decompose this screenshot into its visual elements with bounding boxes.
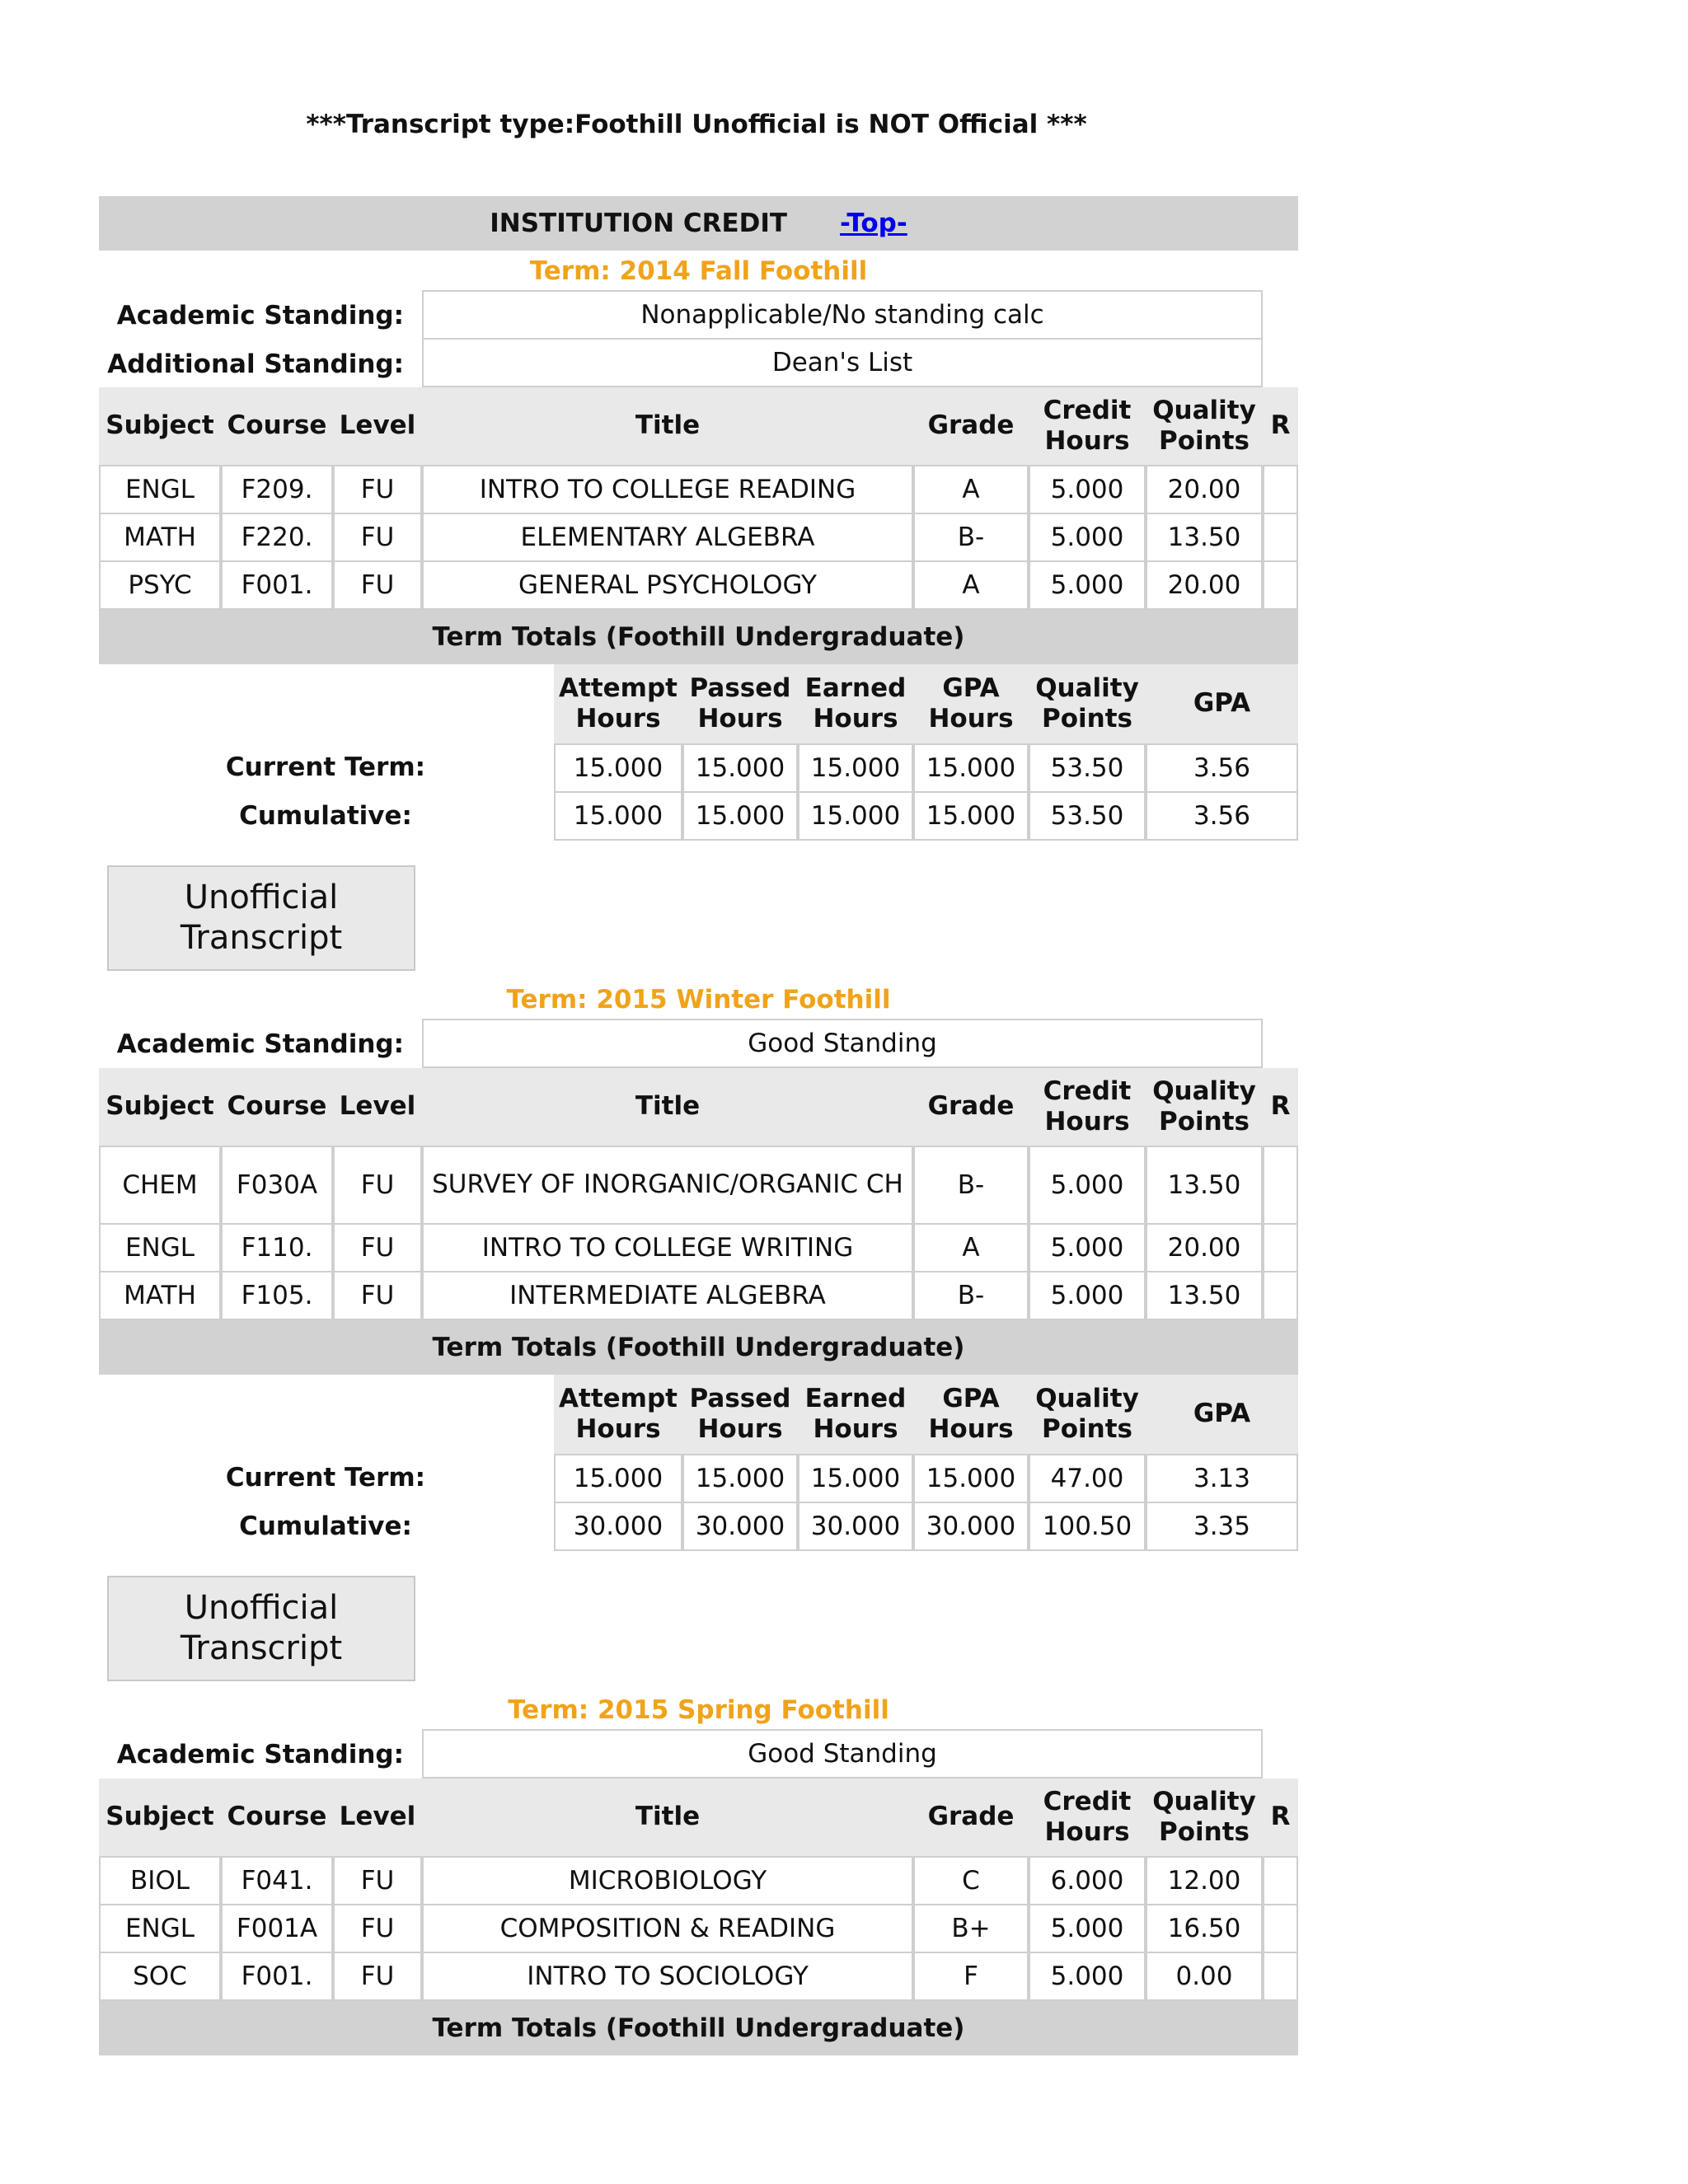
course-level: FU <box>333 465 422 514</box>
cumulative-label: Cumulative: <box>239 801 412 831</box>
course-subject: PSYC <box>99 560 221 610</box>
col-header-r: R <box>1263 387 1298 465</box>
totals-attempt-hours: 30.000 <box>554 1502 682 1551</box>
course-code: F001. <box>221 560 333 610</box>
course-code: F209. <box>221 465 333 514</box>
additional-standing-value: Dean's List <box>422 338 1263 387</box>
course-quality-points: 12.00 <box>1146 1856 1263 1905</box>
course-credit-hours: 5.000 <box>1029 1952 1146 2001</box>
cumulative-label: Cumulative: <box>239 1511 412 1541</box>
totals-attempt-hours: 15.000 <box>554 743 682 793</box>
course-title: GENERAL PSYCHOLOGY <box>422 560 913 610</box>
totals-earned-hours: 30.000 <box>798 1502 913 1551</box>
col-header-level: Level <box>333 1068 422 1146</box>
transcript-notice: ***Transcript type:Foothill Unofficial is NOT Official *** <box>306 110 1087 139</box>
course-level: FU <box>333 1904 422 1953</box>
course-code: F030A <box>221 1146 333 1225</box>
totals-earned-hours: 15.000 <box>798 743 913 793</box>
totals-header-attempt-hours: Attempt Hours <box>554 1375 682 1454</box>
course-r <box>1263 1223 1298 1272</box>
course-subject: ENGL <box>99 1223 221 1272</box>
col-header-level: Level <box>333 1779 422 1856</box>
academic-standing-label: Academic Standing: <box>116 301 404 330</box>
totals-earned-hours: 15.000 <box>798 1454 913 1503</box>
totals-gpa-hours: 15.000 <box>913 1454 1029 1503</box>
course-level: FU <box>333 513 422 562</box>
col-header-course: Course <box>221 1068 333 1146</box>
col-header-level: Level <box>333 387 422 465</box>
col-header-title: Title <box>422 387 913 465</box>
totals-gpa-hours: 30.000 <box>913 1502 1029 1551</box>
col-header-subject: Subject <box>99 1779 221 1856</box>
academic-standing-value: Nonapplicable/No standing calc <box>422 290 1263 340</box>
additional-standing-label: Additional Standing: <box>107 349 404 379</box>
course-level: FU <box>333 1952 422 2001</box>
course-code: F110. <box>221 1223 333 1272</box>
course-credit-hours: 5.000 <box>1029 465 1146 514</box>
totals-earned-hours: 15.000 <box>798 791 913 841</box>
term-title: Term: 2015 Winter Foothill <box>506 985 891 1015</box>
course-credit-hours: 5.000 <box>1029 1904 1146 1953</box>
course-credit-hours: 6.000 <box>1029 1856 1146 1905</box>
totals-attempt-hours: 15.000 <box>554 791 682 841</box>
course-r <box>1263 465 1298 514</box>
totals-passed-hours: 15.000 <box>682 791 798 841</box>
course-grade: B- <box>913 1271 1029 1320</box>
course-credit-hours: 5.000 <box>1029 513 1146 562</box>
course-subject: SOC <box>99 1952 221 2001</box>
course-credit-hours: 5.000 <box>1029 1271 1146 1320</box>
course-r <box>1263 1856 1298 1905</box>
course-subject: ENGL <box>99 1904 221 1953</box>
course-title: MICROBIOLOGY <box>422 1856 913 1905</box>
course-quality-points: 13.50 <box>1146 1146 1263 1225</box>
course-level: FU <box>333 1223 422 1272</box>
course-grade: B+ <box>913 1904 1029 1953</box>
totals-quality-points: 53.50 <box>1029 743 1146 793</box>
totals-quality-points: 100.50 <box>1029 1502 1146 1551</box>
totals-quality-points: 47.00 <box>1029 1454 1146 1503</box>
col-header-credit-hours: Credit Hours <box>1029 387 1146 465</box>
course-title: SURVEY OF INORGANIC/ORGANIC CH <box>422 1146 913 1225</box>
course-code: F105. <box>221 1271 333 1320</box>
totals-gpa: 3.13 <box>1146 1454 1298 1503</box>
course-title: INTERMEDIATE ALGEBRA <box>422 1271 913 1320</box>
term-totals-banner: Term Totals (Foothill Undergraduate) <box>99 2001 1298 2055</box>
totals-passed-hours: 15.000 <box>682 743 798 793</box>
course-subject: CHEM <box>99 1146 221 1225</box>
course-title: ELEMENTARY ALGEBRA <box>422 513 913 562</box>
col-header-r: R <box>1263 1068 1298 1146</box>
totals-gpa: 3.56 <box>1146 791 1298 841</box>
course-code: F041. <box>221 1856 333 1905</box>
totals-header-quality-points: Quality Points <box>1029 1375 1146 1454</box>
term-title: Term: 2015 Spring Foothill <box>508 1695 889 1725</box>
term-totals-banner: Term Totals (Foothill Undergraduate) <box>99 610 1298 664</box>
term-title: Term: 2014 Fall Foothill <box>529 256 868 286</box>
totals-gpa: 3.56 <box>1146 743 1298 793</box>
academic-standing-value: Good Standing <box>422 1019 1263 1068</box>
totals-header-passed-hours: Passed Hours <box>682 664 798 743</box>
col-header-title: Title <box>422 1779 913 1856</box>
course-level: FU <box>333 1856 422 1905</box>
totals-header-gpa: GPA <box>1146 664 1298 743</box>
col-header-course: Course <box>221 1779 333 1856</box>
course-grade: A <box>913 560 1029 610</box>
academic-standing-value: Good Standing <box>422 1729 1263 1779</box>
course-subject: MATH <box>99 513 221 562</box>
course-grade: A <box>913 465 1029 514</box>
course-r <box>1263 513 1298 562</box>
col-header-quality-points: Quality Points <box>1146 387 1263 465</box>
col-header-grade: Grade <box>913 387 1029 465</box>
course-quality-points: 20.00 <box>1146 1223 1263 1272</box>
course-grade: C <box>913 1856 1029 1905</box>
totals-gpa-hours: 15.000 <box>913 791 1029 841</box>
course-r <box>1263 1271 1298 1320</box>
academic-standing-label: Academic Standing: <box>116 1029 404 1059</box>
totals-quality-points: 53.50 <box>1029 791 1146 841</box>
totals-gpa: 3.35 <box>1146 1502 1298 1551</box>
course-subject: ENGL <box>99 465 221 514</box>
course-quality-points: 13.50 <box>1146 513 1263 562</box>
course-grade: B- <box>913 513 1029 562</box>
course-quality-points: 16.50 <box>1146 1904 1263 1953</box>
col-header-title: Title <box>422 1068 913 1146</box>
course-quality-points: 0.00 <box>1146 1952 1263 2001</box>
institution-credit-banner <box>99 196 1298 251</box>
col-header-quality-points: Quality Points <box>1146 1779 1263 1856</box>
col-header-subject: Subject <box>99 1068 221 1146</box>
course-subject: MATH <box>99 1271 221 1320</box>
col-header-course: Course <box>221 387 333 465</box>
course-title: INTRO TO SOCIOLOGY <box>422 1952 913 2001</box>
totals-header-quality-points: Quality Points <box>1029 664 1146 743</box>
course-r <box>1263 1904 1298 1953</box>
course-r <box>1263 1952 1298 2001</box>
course-grade: A <box>913 1223 1029 1272</box>
course-r <box>1263 560 1298 610</box>
course-credit-hours: 5.000 <box>1029 1146 1146 1225</box>
course-code: F220. <box>221 513 333 562</box>
col-header-grade: Grade <box>913 1068 1029 1146</box>
course-level: FU <box>333 560 422 610</box>
institution-credit-label: INSTITUTION CREDIT <box>490 209 788 238</box>
unofficial-transcript-button[interactable]: Unofficial Transcript <box>107 865 415 971</box>
term-totals-banner: Term Totals (Foothill Undergraduate) <box>99 1320 1298 1375</box>
course-title: COMPOSITION & READING <box>422 1904 913 1953</box>
col-header-subject: Subject <box>99 387 221 465</box>
totals-header-earned-hours: Earned Hours <box>798 664 913 743</box>
course-code: F001A <box>221 1904 333 1953</box>
course-title: INTRO TO COLLEGE READING <box>422 465 913 514</box>
course-level: FU <box>333 1146 422 1225</box>
unofficial-transcript-button[interactable]: Unofficial Transcript <box>107 1576 415 1681</box>
course-r <box>1263 1146 1298 1225</box>
course-level: FU <box>333 1271 422 1320</box>
totals-attempt-hours: 15.000 <box>554 1454 682 1503</box>
course-grade: B- <box>913 1146 1029 1225</box>
course-credit-hours: 5.000 <box>1029 560 1146 610</box>
course-quality-points: 20.00 <box>1146 465 1263 514</box>
col-header-grade: Grade <box>913 1779 1029 1856</box>
course-credit-hours: 5.000 <box>1029 1223 1146 1272</box>
col-header-credit-hours: Credit Hours <box>1029 1068 1146 1146</box>
top-link[interactable]: -Top- <box>840 209 907 238</box>
totals-header-gpa: GPA <box>1146 1375 1298 1454</box>
totals-passed-hours: 15.000 <box>682 1454 798 1503</box>
totals-gpa-hours: 15.000 <box>913 743 1029 793</box>
totals-header-gpa-hours: GPA Hours <box>913 664 1029 743</box>
totals-header-passed-hours: Passed Hours <box>682 1375 798 1454</box>
totals-header-earned-hours: Earned Hours <box>798 1375 913 1454</box>
col-header-credit-hours: Credit Hours <box>1029 1779 1146 1856</box>
current-term-label: Current Term: <box>225 752 426 782</box>
course-quality-points: 13.50 <box>1146 1271 1263 1320</box>
current-term-label: Current Term: <box>225 1463 426 1493</box>
academic-standing-label: Academic Standing: <box>116 1740 404 1769</box>
totals-header-attempt-hours: Attempt Hours <box>554 664 682 743</box>
col-header-quality-points: Quality Points <box>1146 1068 1263 1146</box>
course-quality-points: 20.00 <box>1146 560 1263 610</box>
col-header-r: R <box>1263 1779 1298 1856</box>
course-code: F001. <box>221 1952 333 2001</box>
totals-header-gpa-hours: GPA Hours <box>913 1375 1029 1454</box>
course-title: INTRO TO COLLEGE WRITING <box>422 1223 913 1272</box>
course-subject: BIOL <box>99 1856 221 1905</box>
course-grade: F <box>913 1952 1029 2001</box>
totals-passed-hours: 30.000 <box>682 1502 798 1551</box>
